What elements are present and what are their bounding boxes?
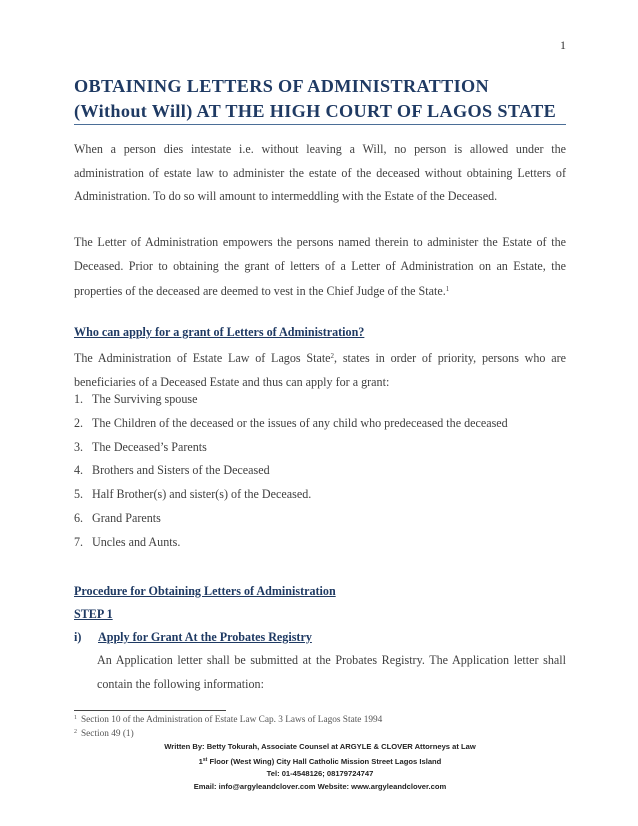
list-item-label: The Children of the deceased or the issues of any child who predeceased the deceased (92, 415, 508, 430)
list-item (74, 392, 508, 416)
footer-address-ordinal-suffix: st (202, 756, 208, 763)
second-paragraph-text: The Letter of Administration empowers the persons named therein to administer the Estate of the Deceased. Prior to obtaining the grant of letters of a Letter of Administration on an Estate, the properties of the deceased are deemed to vest in the Chief Judge of the State. (74, 235, 566, 298)
list-item-label: The Deceased’s Parents (92, 439, 207, 454)
procedure-heading: Procedure for Obtaining Letters of Administration (74, 584, 336, 598)
list-item-number: 1. (74, 392, 84, 406)
list-item-number: 2. (74, 415, 84, 430)
footnote-ref-1: 1 (445, 285, 450, 293)
list-item-label: Half Brother(s) and sister(s) of the Deceased. (92, 487, 312, 502)
list-item (74, 487, 508, 511)
step1-item-roman: i) (74, 630, 82, 644)
list-item-label: The Surviving spouse (92, 392, 198, 406)
list-item (74, 416, 508, 440)
step1-item-heading (74, 630, 312, 645)
list-item-label: Brothers and Sisters of the Deceased (92, 463, 270, 478)
list-item (74, 463, 508, 487)
step1-item-paragraph: An Application letter shall be submitted at the Probates Registry. The Application letter shall contain the following information: (97, 653, 566, 691)
footnote-2-text: Section 49 (1) (81, 729, 134, 739)
priority-paragraph (74, 345, 566, 394)
footnote-1 (74, 715, 382, 725)
list-item-number: 6. (74, 510, 84, 525)
document-title: OBTAINING LETTERS OF ADMINISTRATTION (Without Will) AT THE HIGH COURT OF LAGOS STATE (74, 76, 557, 121)
footnote-1-ref: 1 (74, 715, 77, 721)
second-paragraph (74, 231, 566, 304)
list-item-number: 5. (74, 487, 84, 502)
step1-item-title: Apply for Grant At the Probates Registry (98, 630, 312, 644)
footnote-separator (74, 710, 226, 711)
page-footer (74, 741, 566, 793)
list-item-label: Uncles and Aunts. (92, 534, 181, 549)
list-item (74, 535, 508, 559)
list-item-number: 4. (74, 463, 84, 478)
list-item (74, 511, 508, 535)
who-can-apply-heading: Who can apply for a grant of Letters of Administration? (74, 325, 365, 339)
list-item-number: 7. (74, 534, 84, 549)
list-item-number: 3. (74, 439, 84, 454)
list-item-label: Grand Parents (92, 510, 161, 525)
footer-address-rest: Floor (West Wing) City Hall Catholic Mission Street Lagos Island (207, 756, 442, 766)
title-underline-rule (74, 124, 566, 125)
page-number: 1 (560, 38, 566, 52)
footnote-2 (74, 729, 134, 739)
footer-author-line: Written By: Betty Tokurah, Associate Counsel at ARGYLE & CLOVER Attorneys at Law (164, 742, 476, 751)
priority-text-before: The Administration of Estate Law of Lagos State (74, 351, 331, 365)
list-item (74, 440, 508, 464)
footer-contact-line: Email: info@argyleandclover.com Website: www.argyleandclover.com (193, 781, 447, 791)
beneficiaries-list (74, 392, 508, 559)
intro-paragraph: When a person dies intestate i.e. without leaving a Will, no person is allowed under the administration of estate law to administer the estate of the deceased without obtaining Letters of Administration. To do so will amount to intermeddling with the Estate of the Deceased. (74, 142, 566, 203)
footnote-2-ref: 2 (74, 729, 77, 735)
footnote-ref-2: 2 (330, 352, 335, 360)
step-heading: STEP 1 (74, 607, 113, 621)
footer-address-ordinal: 1 (198, 756, 203, 766)
footer-phone-line: Tel: 01-4548126; 08179724747 (266, 769, 374, 778)
footer-address-line (74, 754, 566, 769)
footnote-1-text: Section 10 of the Administration of Estate Law Cap. 3 Laws of Lagos State 1994 (81, 715, 383, 725)
priority-text-after: , states in order of priority, persons who are beneficiaries of a Deceased Estate and thus can apply for a grant: (74, 351, 566, 389)
